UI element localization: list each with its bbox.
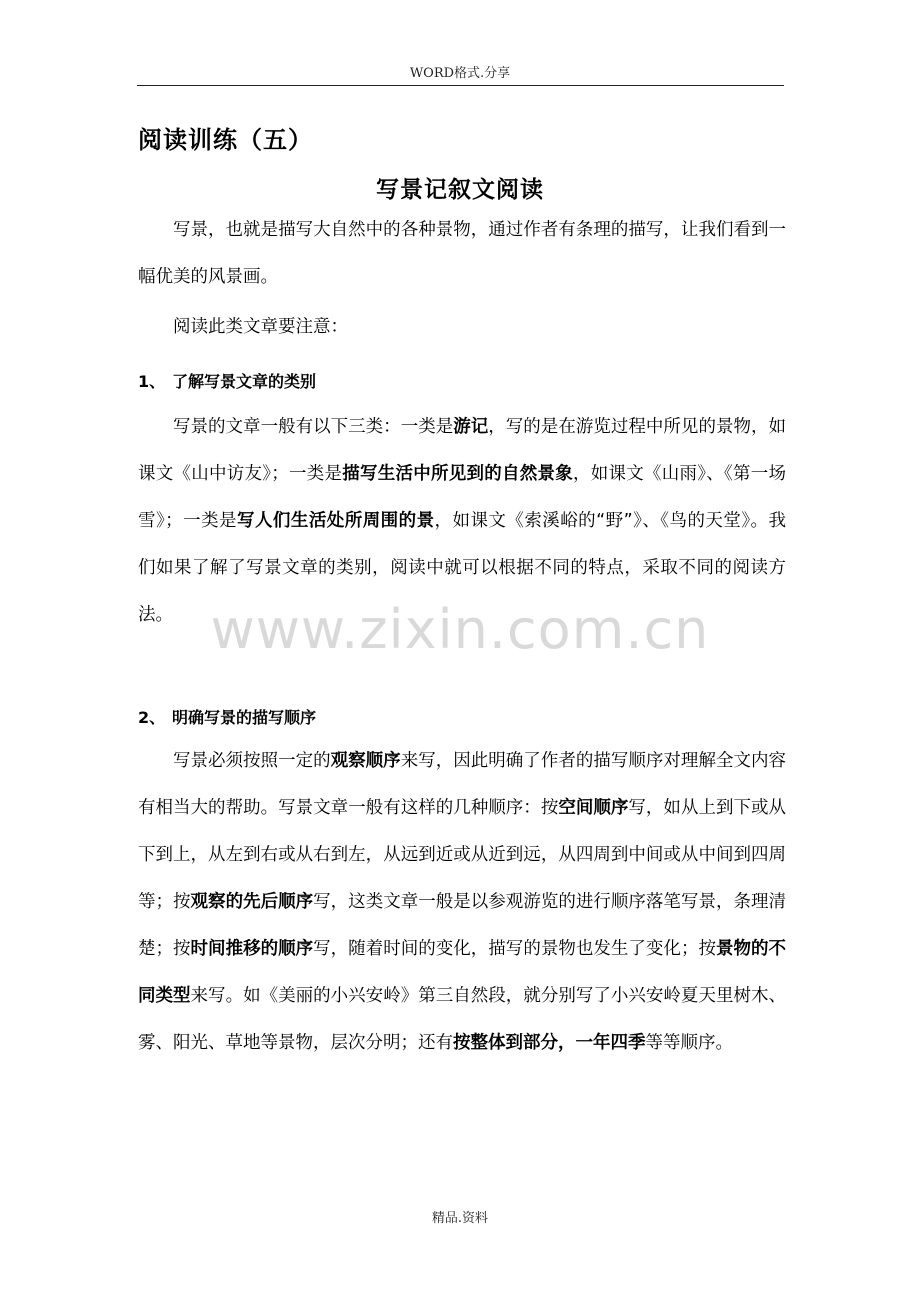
- main-title: 写景记叙文阅读: [376, 177, 544, 203]
- text-run: 写景的文章一般有以下三类：一类是: [173, 417, 454, 437]
- text-run: 来写，因此明确了作者的描写顺序对理解全文内容有相当大的帮助。写景文章一般有这样的几种顺序：按: [138, 751, 787, 818]
- text-run: 写景必须按照一定的: [173, 751, 331, 771]
- emphasis-run: 观察的先后顺序: [190, 892, 314, 912]
- emphasis-run: 描写生活中所见到的自然景象: [342, 464, 573, 484]
- emphasis-run: 景物的不同类型: [138, 939, 787, 1006]
- text-run: 来写。如《美丽的小兴安岭》第三自然段，就分别写了小兴安岭夏天里树木、雾、阳光、草地等景物，层次分明；还有: [138, 986, 787, 1053]
- section-1-heading: [138, 369, 316, 392]
- text-run: 写，如从上到下或从下到上，从左到右或从右到左，从远到近或从近到远，从四周到中间或从中间到四周等；按: [138, 798, 787, 912]
- section-1-title: 了解写景文章的类别: [172, 372, 317, 391]
- intro-paragraph: [138, 207, 786, 301]
- text-run: 写，这类文章一般是以参观游览的进行顺序落笔写景，条理清楚；按: [138, 892, 787, 959]
- header-divider: [137, 85, 784, 86]
- emphasis-run: 写人们生活处所周围的景: [237, 511, 435, 531]
- page-footer: 精品.资料: [431, 1211, 489, 1226]
- emphasis-run: 游记: [453, 417, 489, 437]
- text-run: ，如课文《山雨》、《第一场雪》；一类是: [138, 464, 786, 531]
- intro-note: 阅读此类文章要注意：: [173, 317, 348, 337]
- section-2-title: 明确写景的描写顺序: [172, 708, 317, 727]
- emphasis-run: 按整体到部分，一年四季: [453, 1033, 646, 1053]
- text-run: 写，随着时间的变化，描写的景物也发生了变化；按: [313, 939, 716, 959]
- text-run: ，写的是在游览过程中所见的景物，如课文《山中访友》；一类是: [138, 417, 786, 484]
- text-run: ，如课文《索溪峪的“野”》、《鸟的天堂》。我们如果了解了写景文章的类别，阅读中就可以根据不同的特点，采取不同的阅读方法。: [138, 511, 787, 625]
- section-2-heading: [138, 705, 316, 728]
- emphasis-run: 时间推移的顺序: [190, 939, 314, 959]
- intro-paragraph-2: [138, 304, 786, 351]
- watermark: www.zixin.com.cn: [210, 598, 710, 661]
- emphasis-run: 观察顺序: [330, 751, 401, 771]
- section-2-paragraph: [138, 738, 786, 1067]
- section-2-body: [138, 738, 786, 1067]
- text-run: 等等顺序。: [645, 1033, 733, 1053]
- page-header: WORD格式.分享: [409, 66, 511, 81]
- section-2-number: 2、: [138, 708, 166, 727]
- emphasis-run: 空间顺序: [558, 798, 629, 818]
- section-1-number: 1、: [138, 372, 166, 391]
- intro-text: 写景，也就是描写大自然中的各种景物，通过作者有条理的描写，让我们看到一幅优美的风景画。: [138, 220, 786, 287]
- lesson-title: 阅读训练（五）: [138, 126, 313, 154]
